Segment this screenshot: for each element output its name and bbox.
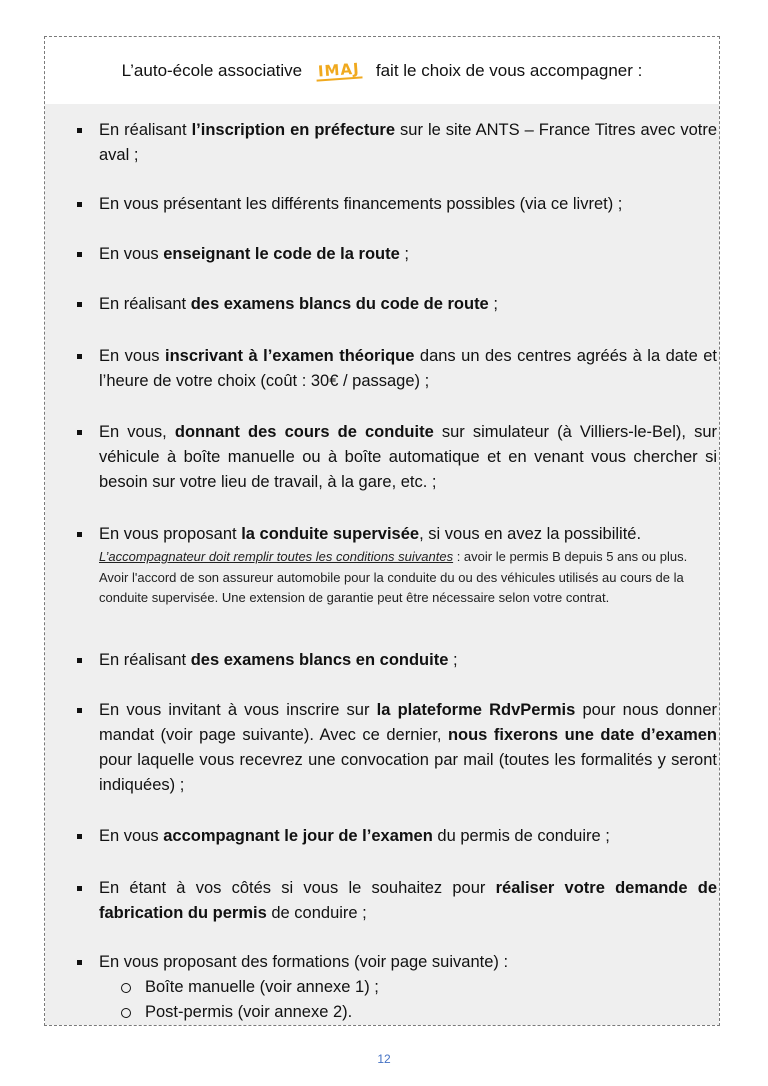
- header-text-before: L’auto-école associative: [121, 60, 303, 80]
- list-item: En vous invitant à vous inscrire sur la plateforme RdvPermis pour nous donner mandat (voir page suivante). Avec ce dernier, nous fixerons une date d’examen pour laquelle vous recevrez une convocation par mail (toutes les formalités y seront indiquées) ;: [71, 698, 717, 798]
- circle-bullet-icon: [121, 1008, 131, 1018]
- list-item: En vous présentant les différents financements possibles (via ce livret) ;: [71, 192, 717, 217]
- bullet-icon: [77, 252, 82, 257]
- list-item: En réalisant l’inscription en préfecture sur le site ANTS – France Titres avec votre aval ;: [71, 118, 717, 168]
- imaj-logo: IMAJ: [316, 60, 363, 81]
- bullet-icon: [77, 302, 82, 307]
- list-item: En vous accompagnant le jour de l’examen du permis de conduire ;: [71, 824, 717, 849]
- bullet-icon: [77, 532, 82, 537]
- list-item: En vous enseignant le code de la route ;: [71, 242, 717, 267]
- sub-item: Boîte manuelle (voir annexe 1) ;: [121, 975, 717, 1000]
- list-item: En réalisant des examens blancs en conduite ;: [71, 648, 717, 673]
- bullet-icon: [77, 886, 82, 891]
- list-item: En étant à vos côtés si vous le souhaitez pour réaliser votre demande de fabrication du permis de conduire ;: [71, 876, 717, 926]
- bullet-icon: [77, 960, 82, 965]
- bullet-icon: [77, 354, 82, 359]
- bullet-icon: [77, 834, 82, 839]
- header: [45, 37, 719, 104]
- bullet-icon: [77, 128, 82, 133]
- bullet-icon: [77, 202, 82, 207]
- supervision-note: L’accompagnateur doit remplir toutes les conditions suivantes : avoir le permis B depuis 5 ans ou plus. Avoir l'accord de son assureur automobile pour la conduite du ou des véhicules utilisés au cours de la conduite supervisée. Une extension de garantie peut être nécessaire selon votre contrat.: [99, 549, 688, 605]
- header-text-after: fait le choix de vous accompagner :: [375, 60, 643, 80]
- list-item: En réalisant des examens blancs du code de route ;: [71, 292, 717, 317]
- list-item: En vous proposant des formations (voir page suivante) : Boîte manuelle (voir annexe 1) ; Post-permis (voir annexe 2).: [71, 950, 717, 1025]
- list-item: En vous inscrivant à l’examen théorique dans un des centres agréés à la date et l’heure de votre choix (coût : 30€ / passage) ;: [71, 344, 717, 394]
- sub-item: Post-permis (voir annexe 2).: [121, 1000, 717, 1025]
- list-item: En vous, donnant des cours de conduite sur simulateur (à Villiers-le-Bel), sur véhicule à boîte manuelle ou à boîte automatique et en venant vous chercher si besoin sur votre lieu de travail, à la gare, etc. ;: [71, 420, 717, 495]
- services-panel: [45, 104, 719, 1025]
- list-item: En vous proposant la conduite supervisée, si vous en avez la possibilité. L’accompagnateur doit remplir toutes les conditions suivantes : avoir le permis B depuis 5 ans ou plus. Avoir l'accord de son assureur automobile pour la conduite du ou des véhicules utilisés au cours de la conduite supervisée. Une extension de garantie peut être nécessaire selon votre contrat.: [71, 522, 717, 609]
- content-frame: [44, 36, 720, 1026]
- bullet-icon: [77, 658, 82, 663]
- circle-bullet-icon: [121, 983, 131, 993]
- bullet-icon: [77, 430, 82, 435]
- bullet-icon: [77, 708, 82, 713]
- page-number: 12: [377, 1052, 391, 1066]
